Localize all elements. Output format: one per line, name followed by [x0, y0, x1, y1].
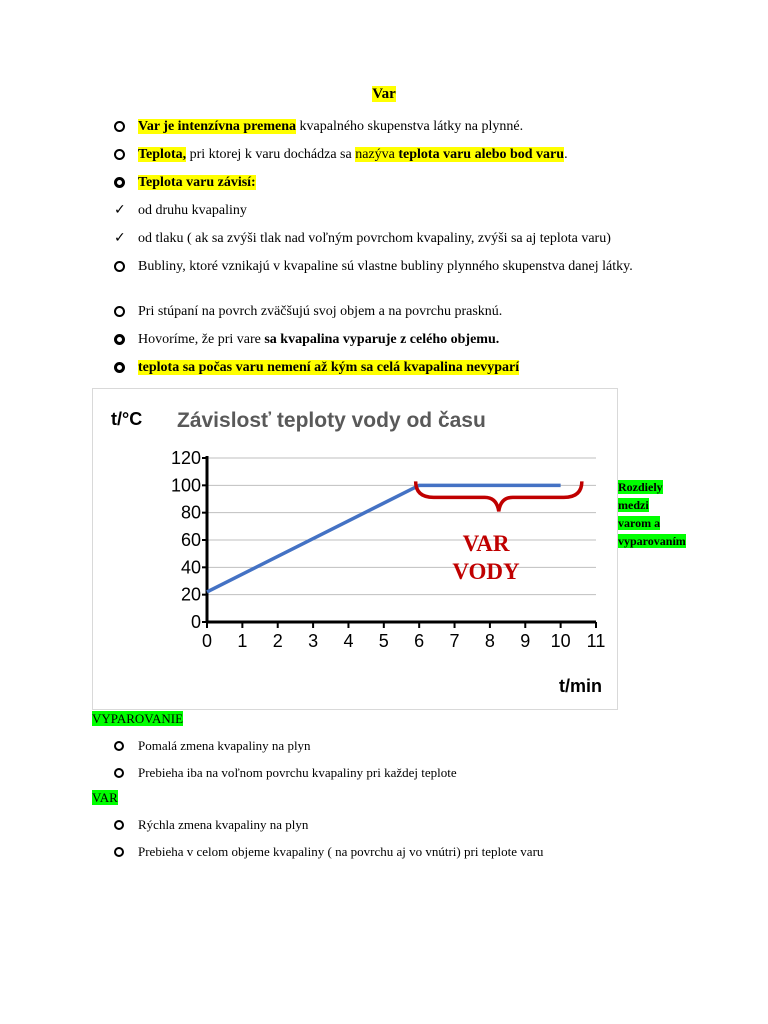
bullet-circle-icon	[114, 306, 125, 317]
bullet-circle-icon	[114, 121, 125, 132]
text-run: Bubliny, ktoré vznikajú v kvapaline sú vlastne bubliny plynného skupenstva danej látky.	[138, 259, 633, 274]
x-tick-label: 10	[550, 631, 571, 651]
page-title	[0, 86, 768, 103]
annotation-text: VAR	[462, 531, 510, 556]
side-note-text: Rozdiely medzi varom a vyparovaním	[618, 480, 686, 548]
text-run: Teplota varu závisí:	[138, 175, 256, 190]
section-heading	[92, 711, 183, 727]
side-note	[618, 478, 686, 550]
bullet-circle-icon	[114, 261, 125, 272]
bullet-text	[138, 118, 674, 136]
text-run: teplota sa počas varu nemení až kým sa celá kvapalina nevyparí	[138, 360, 520, 375]
bullet-text	[138, 146, 674, 164]
chart-title: Závislosť teploty vody od času	[177, 409, 486, 432]
text-run: .	[564, 147, 568, 162]
section-heading-text: VAR	[92, 790, 118, 805]
bullet-circle-icon	[114, 847, 124, 857]
section-item-text: Rýchla zmena kvapaliny na plyn	[138, 817, 309, 832]
x-tick-label: 1	[237, 631, 248, 651]
bullet-text	[138, 359, 674, 377]
section-item-text: Prebieha v celom objeme kvapaliny ( na povrchu aj vo vnútri) pri teplote varu	[138, 844, 544, 859]
x-tick-label: 2	[272, 631, 283, 651]
section-item-text: Pomalá zmena kvapaliny na plyn	[138, 738, 311, 753]
x-tick-label: 6	[414, 631, 425, 651]
bullet-circle-icon	[114, 362, 125, 373]
text-run: nazýva	[355, 147, 399, 162]
chart-svg	[93, 389, 617, 709]
x-tick-label: 0	[201, 631, 213, 651]
y-tick-label: 40	[180, 557, 201, 578]
bullet-circle-icon	[114, 741, 124, 751]
y-axis-label: t/°C	[111, 409, 143, 429]
x-axis-label: t/min	[559, 676, 602, 696]
y-tick-label: 60	[180, 530, 201, 550]
section-heading-text: VYPAROVANIE	[92, 711, 184, 726]
x-tick-label: 11	[586, 631, 606, 651]
text-run: od druhu kvapaliny	[138, 203, 247, 218]
bullet-text	[138, 230, 674, 248]
x-tick-label: 8	[484, 631, 495, 651]
title-text: Var	[372, 86, 396, 102]
section-item-text: Prebieha iba na voľnom povrchu kvapaliny pri každej teplote	[138, 765, 457, 780]
y-tick-label: 0	[190, 612, 201, 632]
bullet-circle-icon	[114, 820, 124, 830]
y-tick-label: 80	[180, 502, 201, 523]
bullet-circle-icon	[114, 334, 125, 345]
y-tick-label: 20	[180, 584, 201, 605]
text-run: Hovoríme, že pri vare	[138, 332, 265, 347]
x-tick-label: 5	[378, 631, 389, 651]
bullet-circle-icon	[114, 768, 124, 778]
bullet-circle-icon	[114, 177, 125, 188]
x-tick-label: 9	[520, 631, 531, 651]
x-tick-label: 3	[308, 631, 319, 651]
annotation-text: VODY	[452, 559, 520, 584]
text-run: teplota varu alebo bod varu	[398, 147, 565, 162]
bullet-text	[138, 331, 674, 349]
bullet-text	[138, 303, 674, 321]
text-run: Teplota,	[138, 147, 187, 162]
text-run: pri ktorej k varu dochádza sa	[186, 147, 356, 162]
y-tick-label: 100	[170, 475, 201, 496]
text-run: sa kvapalina vyparuje z celého objemu.	[264, 332, 500, 347]
x-tick-label: 4	[343, 631, 354, 651]
bullet-text	[138, 174, 674, 192]
section-heading	[92, 790, 118, 806]
text-run: Var je intenzívna premena	[138, 119, 297, 134]
x-tick-label: 7	[449, 631, 460, 651]
bullet-text	[138, 258, 674, 276]
text-run: kvapalného skupenstva látky na plynné.	[296, 119, 524, 134]
checkmark-icon: ✓	[114, 202, 126, 218]
checkmark-icon: ✓	[114, 230, 126, 246]
bullet-circle-icon	[114, 149, 125, 160]
chart-frame	[92, 388, 618, 710]
y-tick-label: 120	[170, 448, 201, 468]
text-run: od tlaku ( ak sa zvýši tlak nad voľným povrchom kvapaliny, zvýši sa aj teplota varu)	[138, 231, 611, 246]
text-run: Pri stúpaní na povrch zväčšujú svoj objem a na povrchu prasknú.	[138, 304, 503, 319]
bullet-text	[138, 202, 674, 220]
